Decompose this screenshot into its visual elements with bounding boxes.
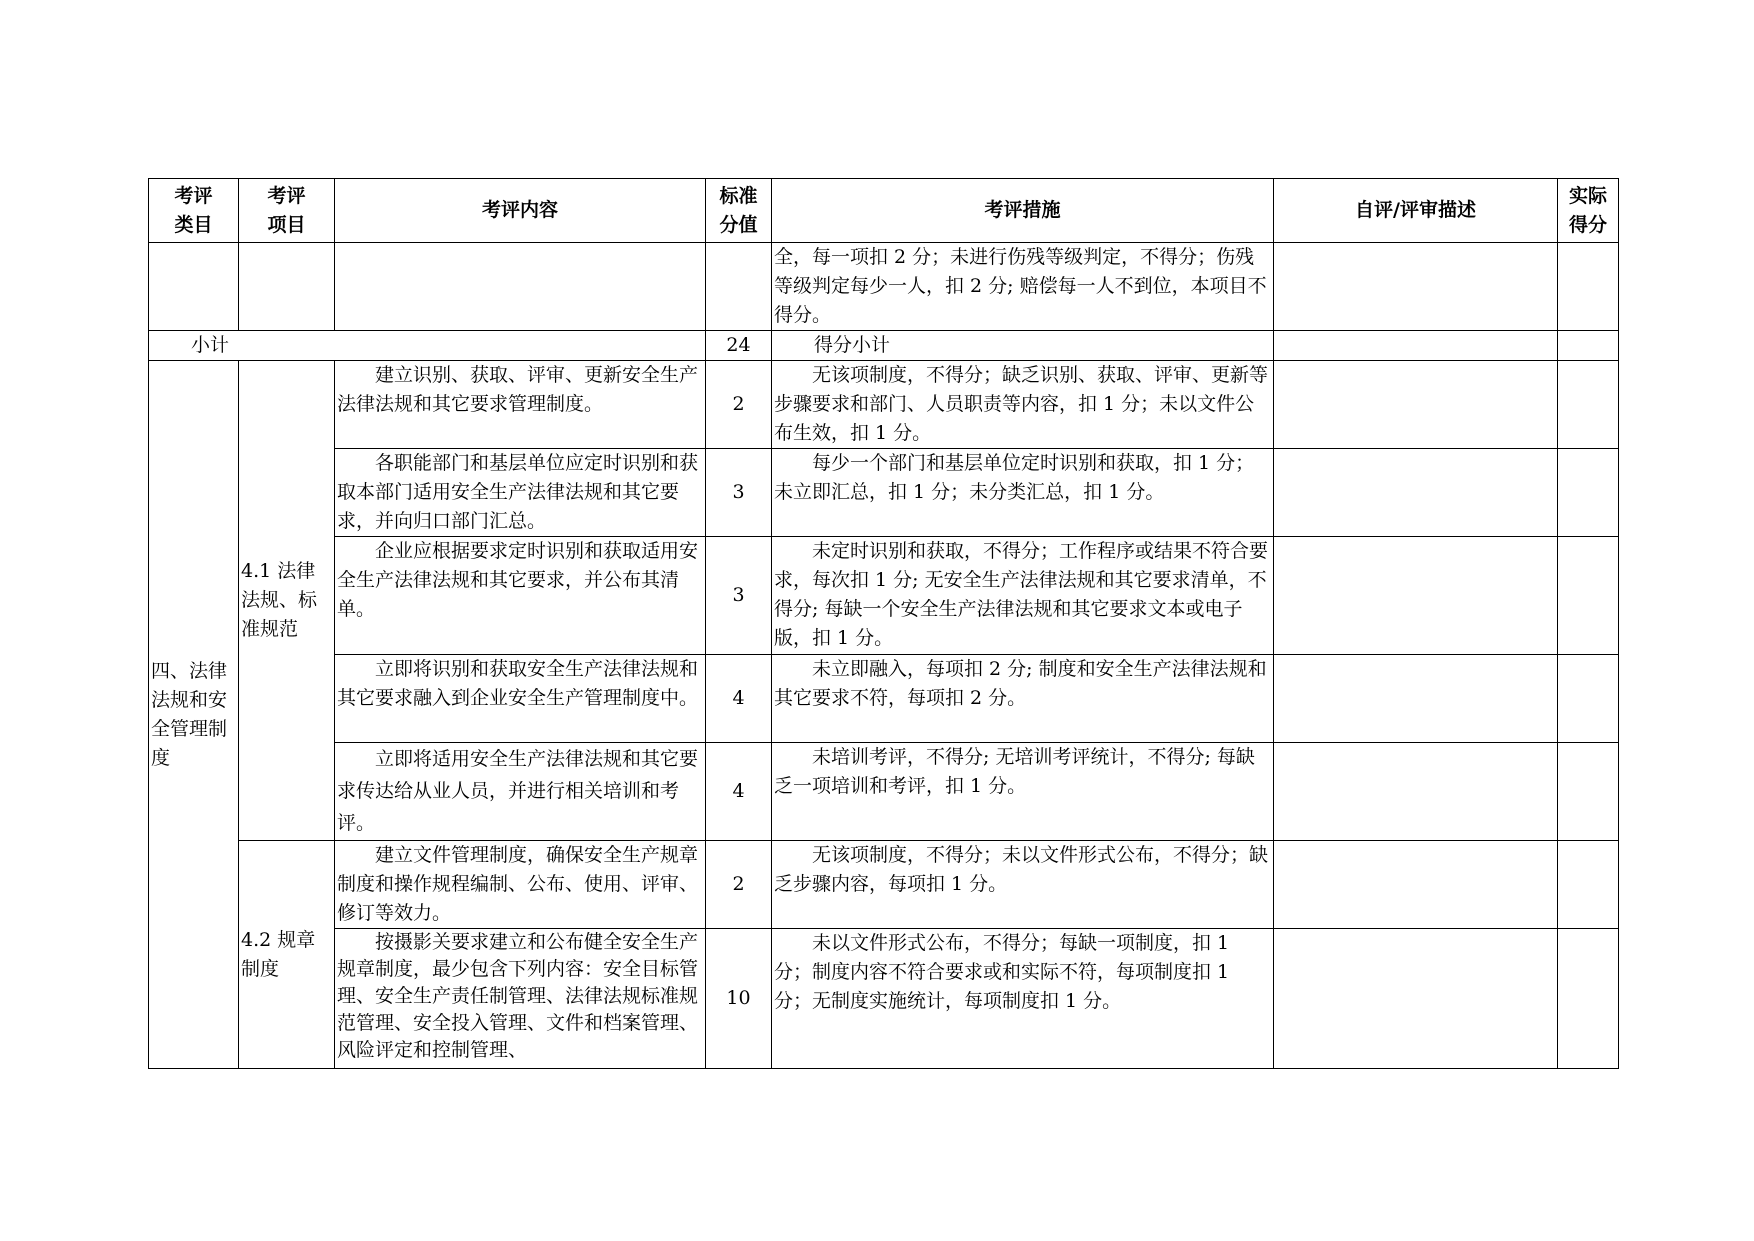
score-cell: 4 bbox=[706, 655, 772, 743]
actual-score-cell bbox=[1558, 331, 1619, 361]
table-row bbox=[149, 841, 1619, 929]
header-actual-score: 实际 得分 bbox=[1558, 179, 1619, 243]
content-cell: 建立文件管理制度，确保安全生产规章制度和操作规程编制、公布、使用、评审、修订等效力。 bbox=[335, 841, 706, 929]
cell-empty bbox=[149, 243, 239, 331]
description-cell bbox=[1274, 537, 1558, 655]
assessment-table bbox=[148, 178, 1619, 1069]
actual-score-cell bbox=[1558, 243, 1619, 331]
description-cell bbox=[1274, 331, 1558, 361]
score-cell: 10 bbox=[706, 929, 772, 1069]
header-row bbox=[149, 179, 1619, 243]
content-cell: 企业应根据要求定时识别和获取适用安全生产法律法规和其它要求，并公布其清单。 bbox=[335, 537, 706, 655]
subtotal-row bbox=[149, 331, 1619, 361]
score-cell: 3 bbox=[706, 537, 772, 655]
table-row bbox=[149, 449, 1619, 537]
cell-empty bbox=[706, 243, 772, 331]
content-cell: 各职能部门和基层单位应定时识别和获取本部门适用安全生产法律法规和其它要求，并向归口部门汇总。 bbox=[335, 449, 706, 537]
table-row bbox=[149, 537, 1619, 655]
description-cell bbox=[1274, 361, 1558, 449]
table-row bbox=[149, 655, 1619, 743]
header-item: 考评 项目 bbox=[239, 179, 335, 243]
table-row bbox=[149, 361, 1619, 449]
measures-cell: 每少一个部门和基层单位定时识别和获取，扣 1 分；未立即汇总，扣 1 分；未分类汇总，扣 1 分。 bbox=[772, 449, 1274, 537]
content-cell: 立即将适用安全生产法律法规和其它要求传达给从业人员，并进行相关培训和考评。 bbox=[335, 743, 706, 841]
continuation-row bbox=[149, 243, 1619, 331]
header-description: 自评/评审描述 bbox=[1274, 179, 1558, 243]
cell-empty bbox=[335, 243, 706, 331]
actual-score-cell bbox=[1558, 743, 1619, 841]
content-cell: 按摄影关要求建立和公布健全安全生产规章制度，最少包含下列内容：安全目标管理、安全生产责任制管理、法律法规标准规范管理、安全投入管理、文件和档案管理、风险评定和控制管理、 bbox=[335, 929, 706, 1069]
description-cell bbox=[1274, 655, 1558, 743]
header-measures: 考评措施 bbox=[772, 179, 1274, 243]
header-standard-score: 标准 分值 bbox=[706, 179, 772, 243]
subtotal-score: 24 bbox=[706, 331, 772, 361]
description-cell bbox=[1274, 929, 1558, 1069]
content-cell: 立即将识别和获取安全生产法律法规和其它要求融入到企业安全生产管理制度中。 bbox=[335, 655, 706, 743]
measures-cell: 未立即融入，每项扣 2 分; 制度和安全生产法律法规和其它要求不符，每项扣 2 分。 bbox=[772, 655, 1274, 743]
table-row bbox=[149, 929, 1619, 1069]
measures-cell: 未定时识别和获取，不得分；工作程序或结果不符合要求，每次扣 1 分; 无安全生产法律法规和其它要求清单，不得分; 每缺一个安全生产法律法规和其它要求文本或电子版，扣 1 分。 bbox=[772, 537, 1274, 655]
description-cell bbox=[1274, 841, 1558, 929]
header-content: 考评内容 bbox=[335, 179, 706, 243]
measures-cell: 未培训考评，不得分; 无培训考评统计，不得分; 每缺乏一项培训和考评，扣 1 分。 bbox=[772, 743, 1274, 841]
item-cell: 4.1 法律法规、标准规范 bbox=[239, 361, 335, 841]
table-row bbox=[149, 743, 1619, 841]
description-cell bbox=[1274, 243, 1558, 331]
subtotal-score-label: 得分小计 bbox=[772, 331, 1274, 361]
content-cell: 建立识别、获取、评审、更新安全生产法律法规和其它要求管理制度。 bbox=[335, 361, 706, 449]
score-cell: 4 bbox=[706, 743, 772, 841]
actual-score-cell bbox=[1558, 537, 1619, 655]
actual-score-cell bbox=[1558, 841, 1619, 929]
score-cell: 2 bbox=[706, 361, 772, 449]
actual-score-cell bbox=[1558, 449, 1619, 537]
actual-score-cell bbox=[1558, 655, 1619, 743]
measures-cell: 未以文件形式公布，不得分；每缺一项制度，扣 1 分；制度内容不符合要求或和实际不符，每项制度扣 1 分；无制度实施统计，每项制度扣 1 分。 bbox=[772, 929, 1274, 1069]
score-cell: 3 bbox=[706, 449, 772, 537]
header-category: 考评 类目 bbox=[149, 179, 239, 243]
subtotal-label: 小计 bbox=[149, 331, 706, 361]
description-cell bbox=[1274, 743, 1558, 841]
category-cell: 四、法律法规和安全管理制度 bbox=[149, 361, 239, 1069]
measures-cell: 无该项制度，不得分；未以文件形式公布，不得分；缺乏步骤内容，每项扣 1 分。 bbox=[772, 841, 1274, 929]
description-cell bbox=[1274, 449, 1558, 537]
actual-score-cell bbox=[1558, 929, 1619, 1069]
item-cell: 4.2 规章制度 bbox=[239, 841, 335, 1069]
actual-score-cell bbox=[1558, 361, 1619, 449]
measures-cell: 全，每一项扣 2 分；未进行伤残等级判定，不得分；伤残等级判定每少一人，扣 2 分; 赔偿每一人不到位，本项目不得分。 bbox=[772, 243, 1274, 331]
cell-empty bbox=[239, 243, 335, 331]
score-cell: 2 bbox=[706, 841, 772, 929]
measures-cell: 无该项制度，不得分；缺乏识别、获取、评审、更新等步骤要求和部门、人员职责等内容，扣 1 分；未以文件公布生效，扣 1 分。 bbox=[772, 361, 1274, 449]
